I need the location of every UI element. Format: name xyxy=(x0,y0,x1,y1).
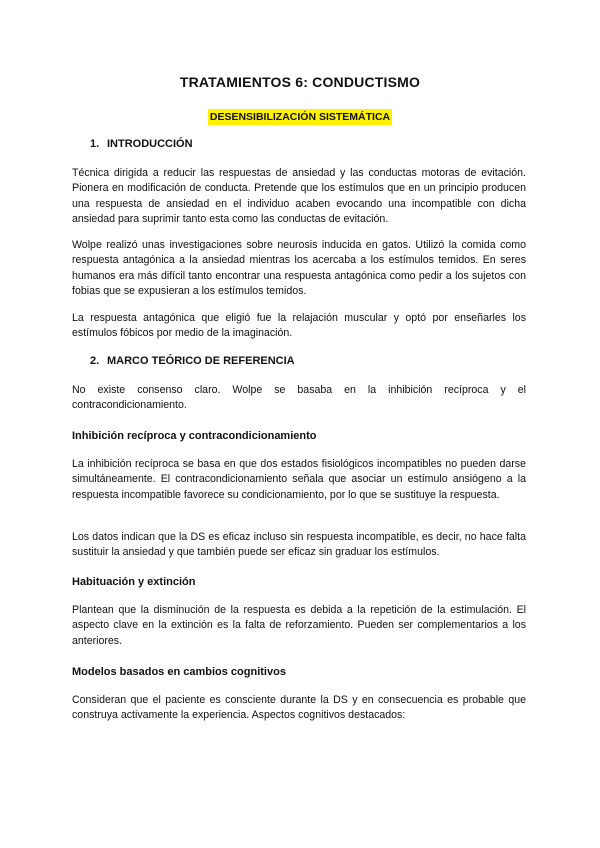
subsection-heading-modelos-cognitivos: Modelos basados en cambios cognitivos xyxy=(72,666,286,678)
document-subtitle-highlighted: DESENSIBILIZACIÓN SISTEMÁTICA xyxy=(209,111,391,123)
paragraph-inhibicion-2: Los datos indican que la DS es eficaz incluso sin respuesta incompatible, es decir, no hace falta sustituir la ansiedad y que también puede ser eficaz sin graduar los estímulos. xyxy=(72,531,526,559)
paragraph-intro-2: Wolpe realizó unas investigaciones sobre neurosis inducida en gatos. Utilizó la comida como respuesta antagónica a la ansiedad mientras los acercaba a los estímulos temidos. En seres humanos era más difícil tanto encontrar una respuesta antagónica como pedir a los sujetos con fobias que se expusieran a los estímulos temidos. xyxy=(72,239,526,298)
section-heading-introduccion xyxy=(90,138,193,150)
section-heading-text: MARCO TEÓRICO DE REFERENCIA xyxy=(107,355,295,367)
paragraph-habituacion-1: Plantean que la disminución de la respuesta es debida a la repetición de la estimulación. El aspecto clave en la extinción es la falta de reforzamiento. Pueden ser complementarios a los anteriores. xyxy=(72,604,526,647)
document-title: TRATAMIENTOS 6: CONDUCTISMO xyxy=(179,74,421,90)
subsection-heading-habituacion: Habituación y extinción xyxy=(72,576,196,588)
section-number: 2. xyxy=(90,355,100,367)
paragraph-intro-3: La respuesta antagónica que eligió fue la relajación muscular y optó por enseñarles los estímulos fóbicos por medio de la imaginación. xyxy=(72,312,526,340)
section-heading-marco-teorico xyxy=(90,355,295,367)
paragraph-marco-1: No existe consenso claro. Wolpe se basaba en la inhibición recíproca y el contracondicionamiento. xyxy=(72,384,526,412)
subsection-heading-inhibicion: Inhibición recíproca y contracondicionamiento xyxy=(72,430,317,442)
paragraph-inhibicion-1: La inhibición recíproca se basa en que dos estados fisiológicos incompatibles no pueden darse simultáneamente. El contracondicionamiento señala que asociar un estímulo ansiógeno a la respuesta incompatible favorece su condicionamiento, por lo que se sustituye la respuesta. xyxy=(72,458,526,501)
section-heading-text: INTRODUCCIÓN xyxy=(107,138,193,150)
paragraph-intro-1: Técnica dirigida a reducir las respuestas de ansiedad y las conductas motoras de evitación. Pionera en modificación de conducta. Pretende que los estímulos que en un principio producen una respuesta de ansiedad en el individuo acaben evocando una incompatible con dicha ansiedad para suprimir tanto esta como las conductas de evitación. xyxy=(72,167,526,226)
subtitle-container xyxy=(0,107,600,125)
paragraph-modelos-1: Consideran que el paciente es consciente durante la DS y en consecuencia es probable que construya activamente la experiencia. Aspectos cognitivos destacados: xyxy=(72,694,526,722)
section-number: 1. xyxy=(90,138,100,150)
